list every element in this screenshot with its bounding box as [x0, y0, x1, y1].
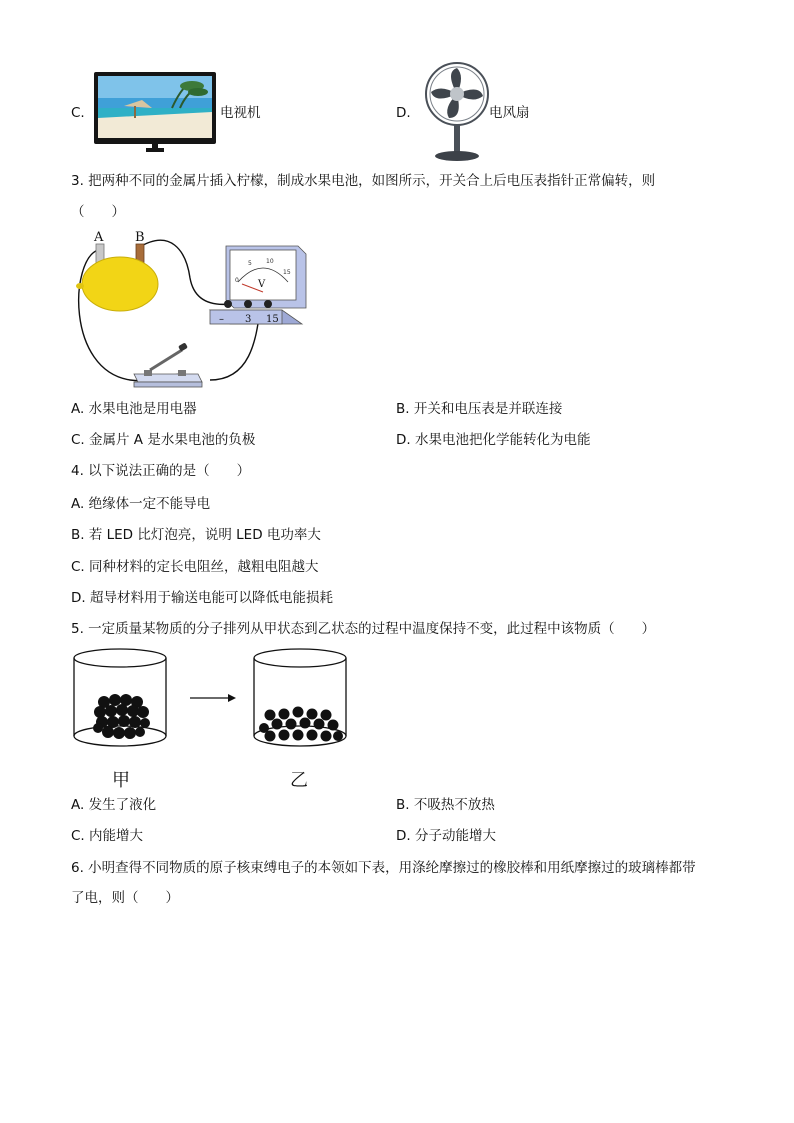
q4-option-a[interactable]: A. 绝缘体一定不能导电: [71, 496, 211, 512]
lemon: [82, 257, 158, 311]
meter-scale-15: 15: [283, 269, 291, 276]
q4-option-d[interactable]: D. 超导材料用于输送电能可以降低电能损耗: [71, 590, 333, 606]
knife-switch: [134, 342, 202, 387]
voltmeter: [210, 246, 306, 325]
q5-option-a[interactable]: A. 发生了液化: [71, 797, 157, 813]
label-yi: 乙: [290, 770, 308, 791]
beaker-jia: [74, 649, 166, 746]
q5-option-d[interactable]: D. 分子动能增大: [396, 828, 496, 844]
q4-option-b[interactable]: B. 若 LED 比灯泡亮，说明 LED 电功率大: [71, 527, 321, 543]
tv-image: [94, 72, 216, 152]
fruit-battery-circuit-figure: [70, 230, 310, 390]
metal-label-a: A: [94, 230, 104, 245]
question-3-stem: 3. 把两种不同的金属片插入柠檬，制成水果电池，如图所示，开关合上后电压表指针正常偏转，则: [71, 173, 656, 189]
q5-option-c[interactable]: C. 内能增大: [71, 828, 144, 844]
q3-option-c[interactable]: C. 金属片 A 是水果电池的负极: [71, 432, 256, 448]
terminal-15: 15: [266, 314, 279, 325]
question-6-stem-line1: 6. 小明查得不同物质的原子核束缚电子的本领如下表，用涤纶摩擦过的橡胶棒和用纸摩擦过的玻璃棒都带: [71, 860, 696, 876]
question-3-blank: （ ）: [71, 204, 125, 220]
meter-scale-5: 5: [248, 260, 252, 267]
option-d-letter: D.: [396, 105, 411, 121]
option-d-text: 电风扇: [489, 105, 530, 121]
q3-option-a[interactable]: A. 水果电池是用电器: [71, 401, 197, 417]
metal-label-b: B: [135, 230, 145, 245]
state-change-figure: [70, 648, 360, 793]
question-6-stem-line2: 了电，则（ ）: [71, 890, 179, 906]
q3-option-b[interactable]: B. 开关和电压表是并联连接: [396, 401, 563, 417]
terminal-3: 3: [245, 314, 252, 325]
terminal-minus: –: [219, 314, 224, 325]
q4-option-c[interactable]: C. 同种材料的定长电阻丝，越粗电阻越大: [71, 559, 319, 575]
label-jia: 甲: [112, 770, 130, 791]
meter-scale-10: 10: [266, 258, 274, 265]
q5-option-b[interactable]: B. 不吸热不放热: [396, 797, 495, 813]
question-5-stem: 5. 一定质量某物质的分子排列从甲状态到乙状态的过程中温度保持不变，此过程中该物质（ ）: [71, 621, 656, 637]
option-c-letter: C.: [71, 105, 85, 121]
q3-option-d[interactable]: D. 水果电池把化学能转化为电能: [396, 432, 591, 448]
question-4-stem: 4. 以下说法正确的是（ ）: [71, 463, 251, 479]
meter-scale-0: 0: [235, 277, 239, 284]
meter-symbol: V: [258, 279, 266, 290]
option-c-text: 电视机: [220, 105, 261, 121]
beaker-yi: [254, 649, 346, 746]
electric-fan-image: [423, 62, 491, 162]
